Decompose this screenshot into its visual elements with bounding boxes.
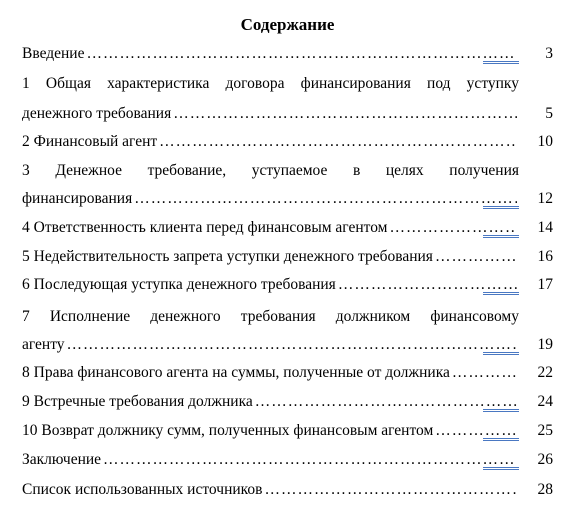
- dot-leader: [159, 132, 517, 152]
- toc-entry-7-line2: агенту ………………………………………………………………………………………………………………………………………………………………………: [22, 335, 519, 355]
- toc-entry-9: 9 Встречные требования должника ………………………………………………………………………………………………………………………………………………………………………: [22, 392, 519, 412]
- spellcheck-underline: [483, 204, 519, 207]
- toc-entry-text: Введение: [22, 45, 85, 62]
- dot-leader: [173, 104, 517, 124]
- toc-entry-3-line2: финансирования ………………………………………………………………………………………………………………………………………………………………………: [22, 189, 519, 209]
- toc-entry-7-line1: 7 Исполнение денежного требования должником финансовому: [22, 308, 519, 325]
- toc-page-number: 14: [537, 219, 553, 236]
- dot-leader: [435, 247, 517, 267]
- toc-page-number: 28: [537, 481, 553, 498]
- toc-entry-2: 2 Финансовый агент ………………………………………………………………………………………………………………………………………………………………………: [22, 132, 519, 152]
- dot-leader: [86, 44, 517, 64]
- toc-page-number: 25: [537, 422, 553, 439]
- toc-page-number: 22: [537, 364, 553, 381]
- spellcheck-underline: [483, 59, 519, 62]
- toc-page-number: 12: [537, 190, 553, 207]
- toc-page-number: 17: [537, 276, 553, 293]
- spellcheck-underline: [483, 465, 519, 468]
- toc-entry-8: 8 Права финансового агента на суммы, полученные от должника ………………………………………………………………………………………………………………………………………………………………………: [22, 363, 519, 383]
- dot-leader: [67, 335, 517, 355]
- spellcheck-underline: [483, 350, 519, 353]
- toc-page-number: 19: [537, 336, 553, 353]
- spellcheck-underline: [483, 407, 519, 410]
- toc-entry-3-line1: 3 Денежное требование, уступаемое в целях получения: [22, 162, 519, 179]
- toc-entry-4: 4 Ответственность клиента перед финансовым агентом ………………………………………………………………………………………………………………………………………………………………………: [22, 218, 519, 238]
- dot-leader: [452, 363, 517, 383]
- dot-leader: [103, 450, 517, 470]
- toc-page-number: 10: [537, 133, 553, 150]
- toc-title: Содержание: [240, 15, 335, 34]
- spellcheck-underline: [483, 233, 519, 236]
- toc-entry-1-line1: 1 Общая характеристика договора финансирования под уступку: [22, 75, 519, 92]
- toc-entry-references: Список использованных источников ………………………………………………………………………………………………………………………………………………………………………: [22, 480, 519, 500]
- toc-entry-6: 6 Последующая уступка денежного требования ………………………………………………………………………………………………………………………………………………………………………: [22, 275, 519, 295]
- dot-leader: [134, 189, 517, 209]
- toc-entry-10: 10 Возврат должнику сумм, полученных финансовым агентом ………………………………………………………………………………………………………………………………………………………………………: [22, 421, 519, 441]
- toc-entry-intro: [22, 44, 519, 64]
- toc-page-number: 16: [537, 248, 553, 265]
- spellcheck-underline: [483, 290, 519, 293]
- toc-page-number: 24: [537, 393, 553, 410]
- toc-page-number: 26: [537, 451, 553, 468]
- dot-leader: [264, 480, 517, 500]
- toc-entry-5: 5 Недействительность запрета уступки денежного требования ………………………………………………………………………………………………………………………………………………………………………: [22, 247, 519, 267]
- toc-entry-1-line2: денежного требования ………………………………………………………………………………………………………………………………………………………………………: [22, 104, 519, 124]
- toc-entry-conclusion: Заключение ………………………………………………………………………………………………………………………………………………………………………: [22, 450, 519, 470]
- spellcheck-underline: [483, 436, 519, 439]
- dot-leader: [255, 392, 517, 412]
- toc-page-number: 5: [545, 105, 553, 122]
- toc-page-number: 3: [545, 45, 553, 62]
